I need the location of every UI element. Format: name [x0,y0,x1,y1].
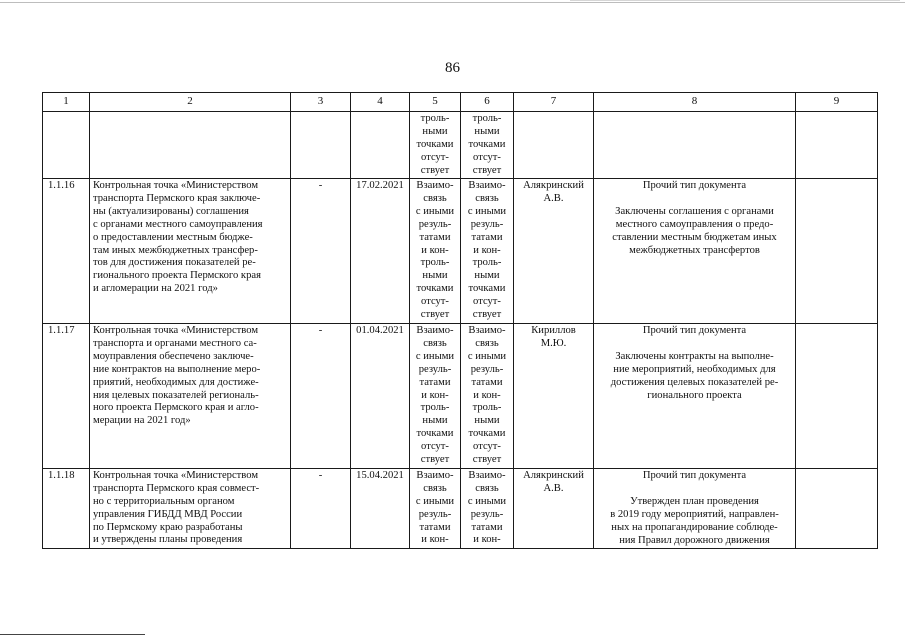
text-line: ствует [420,309,450,321]
text-line: там иных межбюджетных трансфер- [93,244,258,256]
text-line: транспорта и органами местного са- [93,337,257,349]
text-line: с органами местного самоуправления [93,218,263,230]
text-line: гионального проекта Пермского края [93,270,261,282]
control-point-text [90,468,291,549]
text-line: с иными [467,350,507,362]
document-cell [594,179,796,324]
text-line: точками [416,283,454,295]
text-line: резуль- [470,363,504,375]
control-point-text [90,179,291,324]
text-line: резуль- [418,363,452,375]
text-line: Контрольная точка «Министерством [93,469,259,481]
relations-cell [410,468,461,549]
text-line: с иными [415,205,455,217]
document-type: Прочий тип документа [642,469,747,481]
text-line: связь [423,482,447,494]
text-line: троль- [420,113,450,124]
relations-cell [410,112,461,179]
text-line: Контрольная точка «Министерством [93,180,259,191]
text-line: связь [423,337,447,349]
text-line: ными [422,125,448,137]
responsible-person [514,468,594,549]
due-date: 17.02.2021 [351,179,410,324]
text-line: ными [474,270,500,282]
text-line: Заключены контракты на выполне- [615,350,774,362]
text-line: ных на пропагандирование соблюде- [611,521,778,533]
column-header: 1 [43,93,90,112]
text-line: Взаимо- [416,469,454,481]
text-line: точками [416,428,454,440]
text-line: ными [422,270,448,282]
text-line: с иными [467,205,507,217]
text-line: ние контрактов на выполнение меро- [93,363,261,375]
text-line: связь [475,192,499,204]
text-line: с иными [415,495,455,507]
text-line: троль- [472,113,502,124]
text-line: татами [419,376,451,388]
text-line: ными [474,125,500,137]
relations-cell [461,323,514,468]
row-number: 1.1.17 [43,323,90,468]
text-line: но с территориальным органом [93,495,235,507]
text-line: резуль- [470,508,504,520]
text-line: Взаимо- [468,180,506,191]
column-header: 3 [291,93,351,112]
document-type: Прочий тип документа [642,180,747,191]
column-9-value [796,323,878,468]
document-description [600,206,789,258]
text-line: и агломерации на 2021 год» [93,283,218,295]
text-line: ставлении местным бюджетам иных [612,231,777,243]
text-line: связь [475,482,499,494]
document-cell [594,468,796,549]
text-line: Взаимо- [416,180,454,191]
text-line: троль- [420,257,450,269]
control-points-table [42,92,878,549]
text-line: связь [475,337,499,349]
text-line: отсут- [473,296,501,308]
column-header: 5 [410,93,461,112]
table-row [43,468,878,549]
relations-cell [461,468,514,549]
text-line: ния Правил дорожного движения [619,534,770,546]
page-number: 86 [445,60,460,76]
due-date: 15.04.2021 [351,468,410,549]
text-line: М.Ю. [540,337,567,349]
text-line: ствует [420,454,450,466]
text-line: ствует [472,164,502,176]
text-line: моуправления обеспечено заключе- [93,350,254,362]
relations-cell [410,179,461,324]
row-number: 1.1.16 [43,179,90,324]
column-3-value: - [291,179,351,324]
text-line: резуль- [470,218,504,230]
text-line: отсут- [473,441,501,453]
text-line: в 2019 году мероприятий, направлен- [610,508,779,520]
text-line: отсут- [421,151,449,163]
table-header-row [43,93,878,112]
text-line: резуль- [418,508,452,520]
document-cell [594,323,796,468]
relations-cell [410,323,461,468]
text-line: гионального проекта [647,389,742,401]
text-line: Контрольная точка «Министерством [93,324,259,336]
table-row [43,179,878,324]
scan-top-edge [0,2,905,3]
text-line: А.В. [543,482,564,494]
text-line: Взаимо- [468,469,506,481]
document-description [600,496,789,548]
text-line: Алякринский [523,469,584,481]
due-date: 01.04.2021 [351,323,410,468]
control-point-text [90,323,291,468]
text-line: татами [419,521,451,533]
column-header: 9 [796,93,878,112]
column-header: 2 [90,93,291,112]
text-line: точками [468,283,506,295]
column-header: 8 [594,93,796,112]
text-line: транспорта Пермского края совмест- [93,482,260,494]
text-line: приятий, необходимых для достиже- [93,376,259,388]
text-line: и кон- [473,244,501,256]
text-line: и кон- [473,389,501,401]
column-3-value: - [291,468,351,549]
scan-bottom-edge [0,634,145,635]
relations-cell [461,179,514,324]
text-line: ны (актуализированы) соглашения [93,205,249,217]
text-line: управления ГИБДД МВД России [93,508,243,520]
table-row-continued [43,112,878,179]
relations-cell [461,112,514,179]
text-line: Заключены соглашения с органами [615,205,774,217]
text-line: с иными [467,495,507,507]
text-line: местного самоуправления о предо- [615,218,774,230]
table-row [43,323,878,468]
text-line: ствует [472,309,502,321]
text-line: связь [423,192,447,204]
text-line: отсут- [473,151,501,163]
column-9-value [796,468,878,549]
text-line: ствует [472,454,502,466]
text-line: А.В. [543,192,564,204]
text-line: Взаимо- [468,324,506,336]
text-line: по Пермскому краю разработаны [93,521,243,533]
text-line: татами [471,521,503,533]
text-line: тов для достижения показателей ре- [93,257,256,269]
text-line: точками [416,138,454,150]
column-header: 6 [461,93,514,112]
document-type: Прочий тип документа [642,324,747,336]
text-line: татами [471,231,503,243]
scan-top-edge-fragment [570,0,900,1]
text-line: резуль- [418,218,452,230]
document-description [600,351,789,403]
text-line: о предоставлении местным бюдже- [93,231,253,243]
text-line: и кон- [473,534,501,546]
text-line: татами [471,376,503,388]
text-line: и кон- [421,534,449,546]
text-line: ными [474,415,500,427]
column-9-value [796,179,878,324]
text-line: межбюджетных трансфертов [629,244,760,256]
text-line: транспорта Пермского края заключе- [93,192,261,204]
column-header: 7 [514,93,594,112]
text-line: ствует [420,164,450,176]
text-line: и кон- [421,244,449,256]
text-line: с иными [415,350,455,362]
text-line: ния целевых показателей региональ- [93,389,259,401]
text-line: точками [468,428,506,440]
text-line: и кон- [421,389,449,401]
text-line: троль- [420,402,450,414]
text-line: ние мероприятий, необходимых для [613,363,776,375]
text-line: татами [419,231,451,243]
text-line: отсут- [421,441,449,453]
text-line: Взаимо- [416,324,454,336]
text-line: ного проекта Пермского края и агло- [93,402,259,414]
text-line: мерации на 2021 год» [93,415,191,427]
text-line: и утверждены планы проведения [93,534,243,546]
text-line: троль- [472,257,502,269]
text-line: точками [468,138,506,150]
text-line: отсут- [421,296,449,308]
text-line: Утвержден план проведения [630,495,759,507]
responsible-person [514,179,594,324]
text-line: достижения целевых показателей ре- [610,376,779,388]
row-number: 1.1.18 [43,468,90,549]
text-line: Кириллов [531,324,576,336]
column-3-value: - [291,323,351,468]
text-line: Алякринский [523,180,584,191]
text-line: ными [422,415,448,427]
text-line: троль- [472,402,502,414]
column-header: 4 [351,93,410,112]
responsible-person [514,323,594,468]
